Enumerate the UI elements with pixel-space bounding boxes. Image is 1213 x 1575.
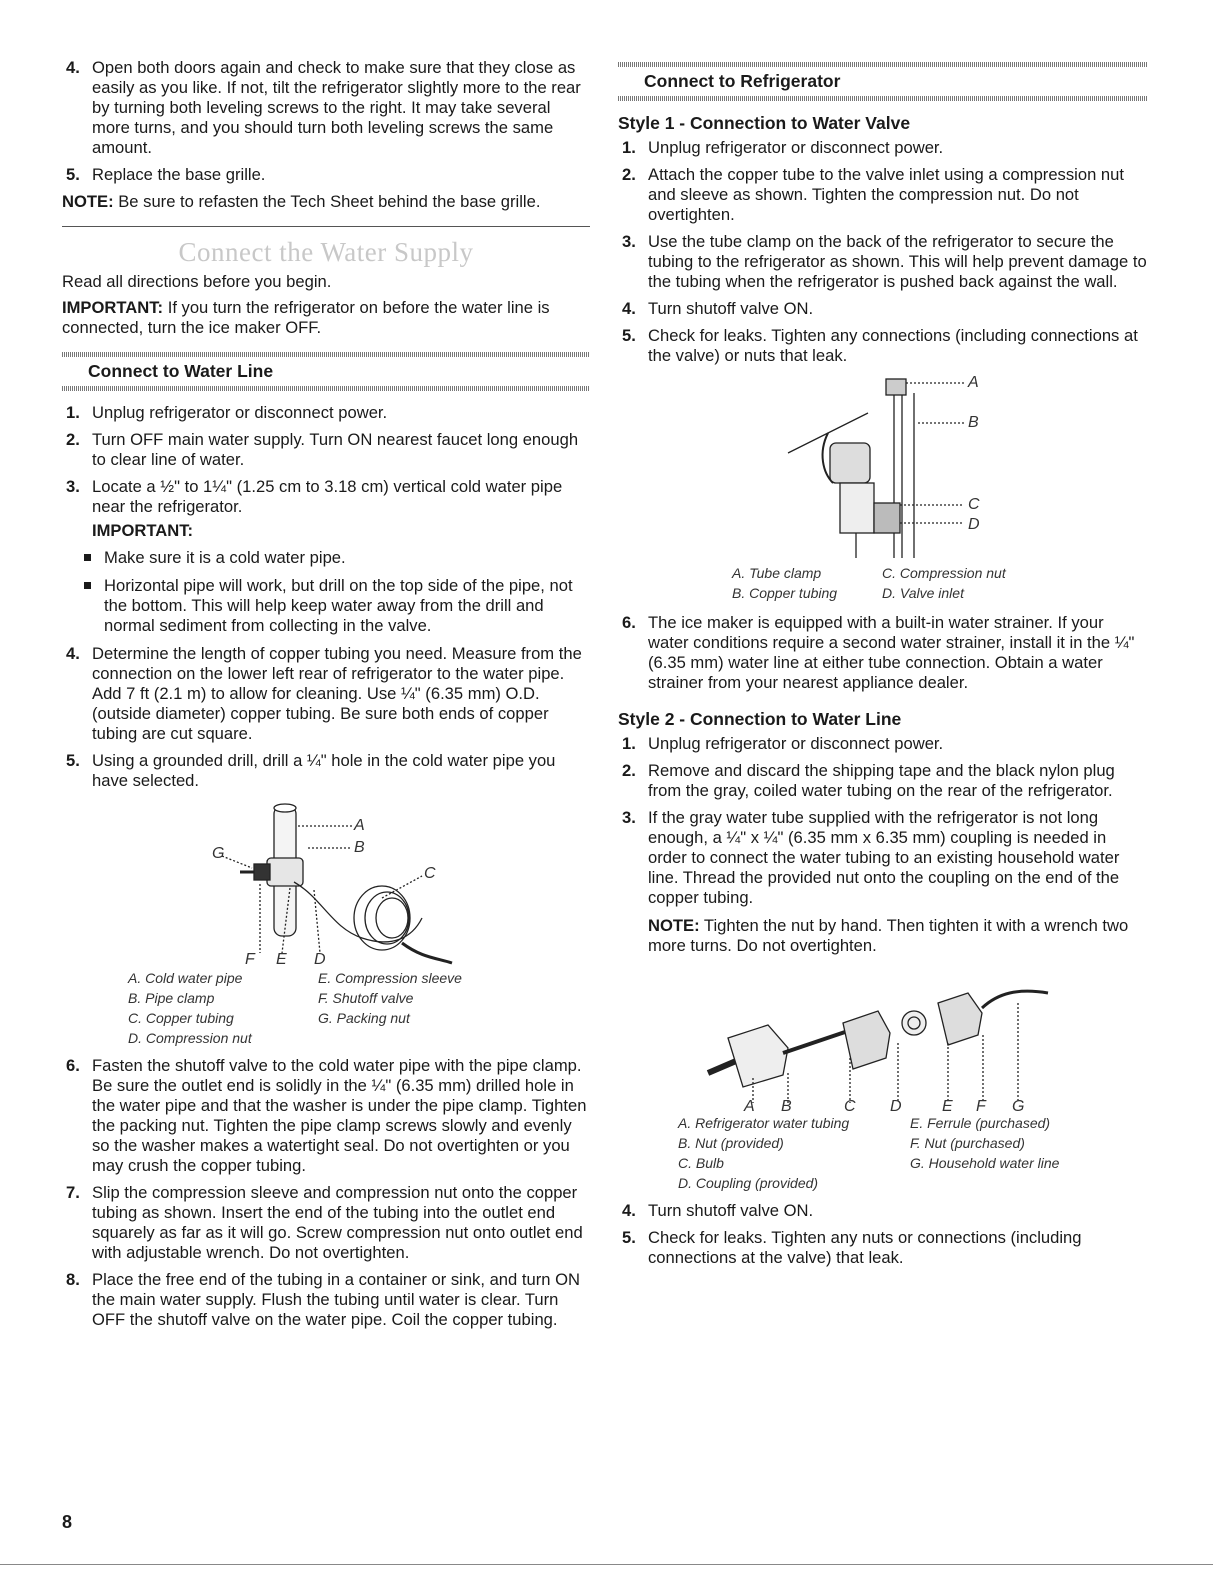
shutoff-valve-illustration [62, 798, 590, 968]
coupling-illustration [618, 963, 1148, 1113]
list-item: 7. Slip the compression sleeve and compression nut onto the copper tubing as shown. Insert the end of the tubing into the outlet end squarely as far as it will go. Screw compression nut onto outlet end with adjustable wrench. Do not overtighten. [66, 1183, 583, 1262]
note-tighten: NOTE: Tighten the nut by hand. Then tighten it with a wrench two more turns. Do not overtighten. [648, 916, 1129, 955]
style2-steps-final [618, 1201, 1148, 1268]
list-item: 2. Turn OFF main water supply. Turn ON nearest faucet long enough to clear line of water. [66, 430, 579, 469]
list-item: 1. Unplug refrigerator or disconnect power. [622, 734, 944, 753]
fig-letter-f: F [245, 951, 255, 968]
right-column [618, 62, 1148, 1275]
list-item: 3. Use the tube clamp on the back of the refrigerator to secure the tubing to the refrigerator as shown. This will help prevent damage to the tubing when the refrigerator is pushed back against the wall. [622, 232, 1147, 291]
list-item: 1. Unplug refrigerator or disconnect power. [622, 138, 944, 157]
page-number: 8 [62, 1512, 73, 1532]
fig-letter-c: C [844, 1098, 856, 1113]
valve-inlet-figure [618, 373, 1148, 563]
style2-steps [618, 734, 1148, 956]
style1-heading: Style 1 - Connection to Water Valve [618, 113, 911, 133]
list-item: 4. Turn shutoff valve ON. [622, 299, 814, 318]
read-all-text: Read all directions before you begin. [62, 272, 332, 291]
fig-letter-g: G [1012, 1098, 1025, 1113]
list-item: 5. Check for leaks. Tighten any nuts or connections (including connections at the valve) that leak. [622, 1228, 1082, 1267]
footer-rule [0, 1564, 1213, 1565]
fig-letter-b: B [781, 1098, 792, 1113]
fig-letter-b: B [968, 414, 979, 431]
list-item: 6. Fasten the shutoff valve to the cold water pipe with the pipe clamp. Be sure the outlet end is solidly in the ¼" (6.35 mm) drilled hole in the water pipe and that the washer is under the pipe clamp. Tighten the packing nut. Tighten the pipe clamp screws slowly and evenly so the washer makes a watertight seal. Do not overtighten or you may crush the copper tubing. [66, 1056, 587, 1175]
list-item: 4. Open both doors again and check to make sure that they close as easily as you like. If not, tilt the refrigerator slightly more to the rear by turning both leveling screws to the right. It may take several more turns, and you should turn both leveling screws the same amount. [66, 58, 581, 157]
fig-letter-c: C [424, 865, 436, 882]
fig-letter-a: A [744, 1098, 755, 1113]
water-line-steps-b [62, 644, 590, 791]
list-item: 5. Check for leaks. Tighten any connections (including connections at the valve) or nuts that leak. [622, 326, 1138, 365]
important-label: IMPORTANT: [92, 521, 194, 540]
coupling-figure [618, 963, 1148, 1113]
section-title: Connect the Water Supply [178, 237, 474, 267]
divider [62, 226, 590, 227]
bullet-item: Make sure it is a cold water pipe. [62, 548, 590, 568]
fig-letter-e: E [276, 951, 287, 968]
list-item: 3. Locate a ½" to 1¼" (1.25 cm to 3.18 cm) vertical cold water pipe near the refrigerator. IMPORTANT: [62, 477, 590, 541]
list-item: 8. Place the free end of the tubing in a container or sink, and turn ON the main water supply. Flush the tubing until water is clear. Turn OFF the shutoff valve on the water pipe. Coil the copper tubing. [66, 1270, 580, 1329]
fig-letter-d: D [968, 516, 980, 533]
fig-letter-f: F [976, 1098, 986, 1113]
list-item: 2. Remove and discard the shipping tape and the black nylon plug from the gray, coiled water tubing on the rear of the refrigerator. [622, 761, 1115, 800]
fig-letter-c: C [968, 496, 980, 513]
fig-letter-b: B [354, 839, 365, 856]
list-item: 1. Unplug refrigerator or disconnect power. [66, 403, 388, 422]
important-bullets [62, 548, 590, 636]
list-item: 4. Turn shutoff valve ON. [622, 1201, 814, 1220]
fig-letter-a: A [354, 817, 365, 834]
note-tech-sheet: NOTE: Be sure to refasten the Tech Sheet behind the base grille. [62, 192, 541, 211]
figure-legend: A. Refrigerator water tubing E. Ferrule (purchased) B. Nut (provided) F. Nut (purchased) C. Bulb G. Household water line D. Coupling (provided) [678, 1115, 1060, 1191]
list-item: 3. If the gray water tube supplied with the refrigerator is not long enough, a ¼" x ¼" (6.35 mm x 6.35 mm) coupling is needed in order to connect the water tubing to an existing household water line. Thread the provided nut onto the coupling on the end of the copper tubing. NOTE: Tighten the nut by hand. Then tighten it with a wrench two more turns. Do not overtighten. [618, 808, 1148, 956]
figure-legend: A. Cold water pipe E. Compression sleeve B. Pipe clamp F. Shutoff valve C. Copper tubing G. Packing nut D. Compression nut [128, 970, 462, 1046]
fig-letter-d: D [314, 951, 326, 968]
list-item: 6. The ice maker is equipped with a built-in water strainer. If your water conditions require a second water strainer, install it in the ¼" (6.35 mm) water line at either tube connection. Obtain a water strainer from your nearest appliance dealer. [622, 613, 1135, 692]
figure-legend: A. Tube clamp C. Compression nut B. Copper tubing D. Valve inlet [732, 565, 1006, 601]
fig-letter-e: E [942, 1098, 953, 1113]
subhead-connect-water-line: Connect to Water Line [62, 352, 590, 391]
valve-inlet-illustration [618, 373, 1148, 563]
style2-heading: Style 2 - Connection to Water Line [618, 709, 902, 729]
shutoff-valve-figure [62, 798, 590, 968]
style1-step6 [618, 613, 1148, 693]
style1-steps [618, 138, 1148, 366]
fig-letter-a: A [968, 374, 979, 391]
important-note: IMPORTANT: If you turn the refrigerator on before the water line is connected, turn the ice maker OFF. [62, 298, 550, 337]
water-line-steps-c [62, 1056, 590, 1330]
list-item: 5. Replace the base grille. [66, 165, 266, 184]
subhead-connect-refrigerator: Connect to Refrigerator [618, 62, 1148, 101]
continued-steps [62, 58, 590, 185]
list-item: 2. Attach the copper tube to the valve inlet using a compression nut and sleeve as shown. Tighten the compression nut. Do not overtighten. [622, 165, 1124, 224]
list-item: 5. Using a grounded drill, drill a ¼" hole in the cold water pipe you have selected. [66, 751, 556, 790]
fig-letter-g: G [212, 845, 225, 862]
bullet-item: Horizontal pipe will work, but drill on the top side of the pipe, not the bottom. This will help keep water away from the drill and normal sediment from collecting in the valve. [62, 576, 590, 636]
water-line-steps-a [62, 403, 590, 541]
fig-letter-d: D [890, 1098, 902, 1113]
list-item: 4. Determine the length of copper tubing you need. Measure from the connection on the lower left rear of refrigerator to the water pipe. Add 7 ft (2.1 m) to allow for cleaning. Use ¼" (6.35 mm) O.D. (outside diameter) copper tubing. Be sure both ends of copper tubing are cut square. [66, 644, 582, 743]
left-column [62, 58, 590, 1337]
